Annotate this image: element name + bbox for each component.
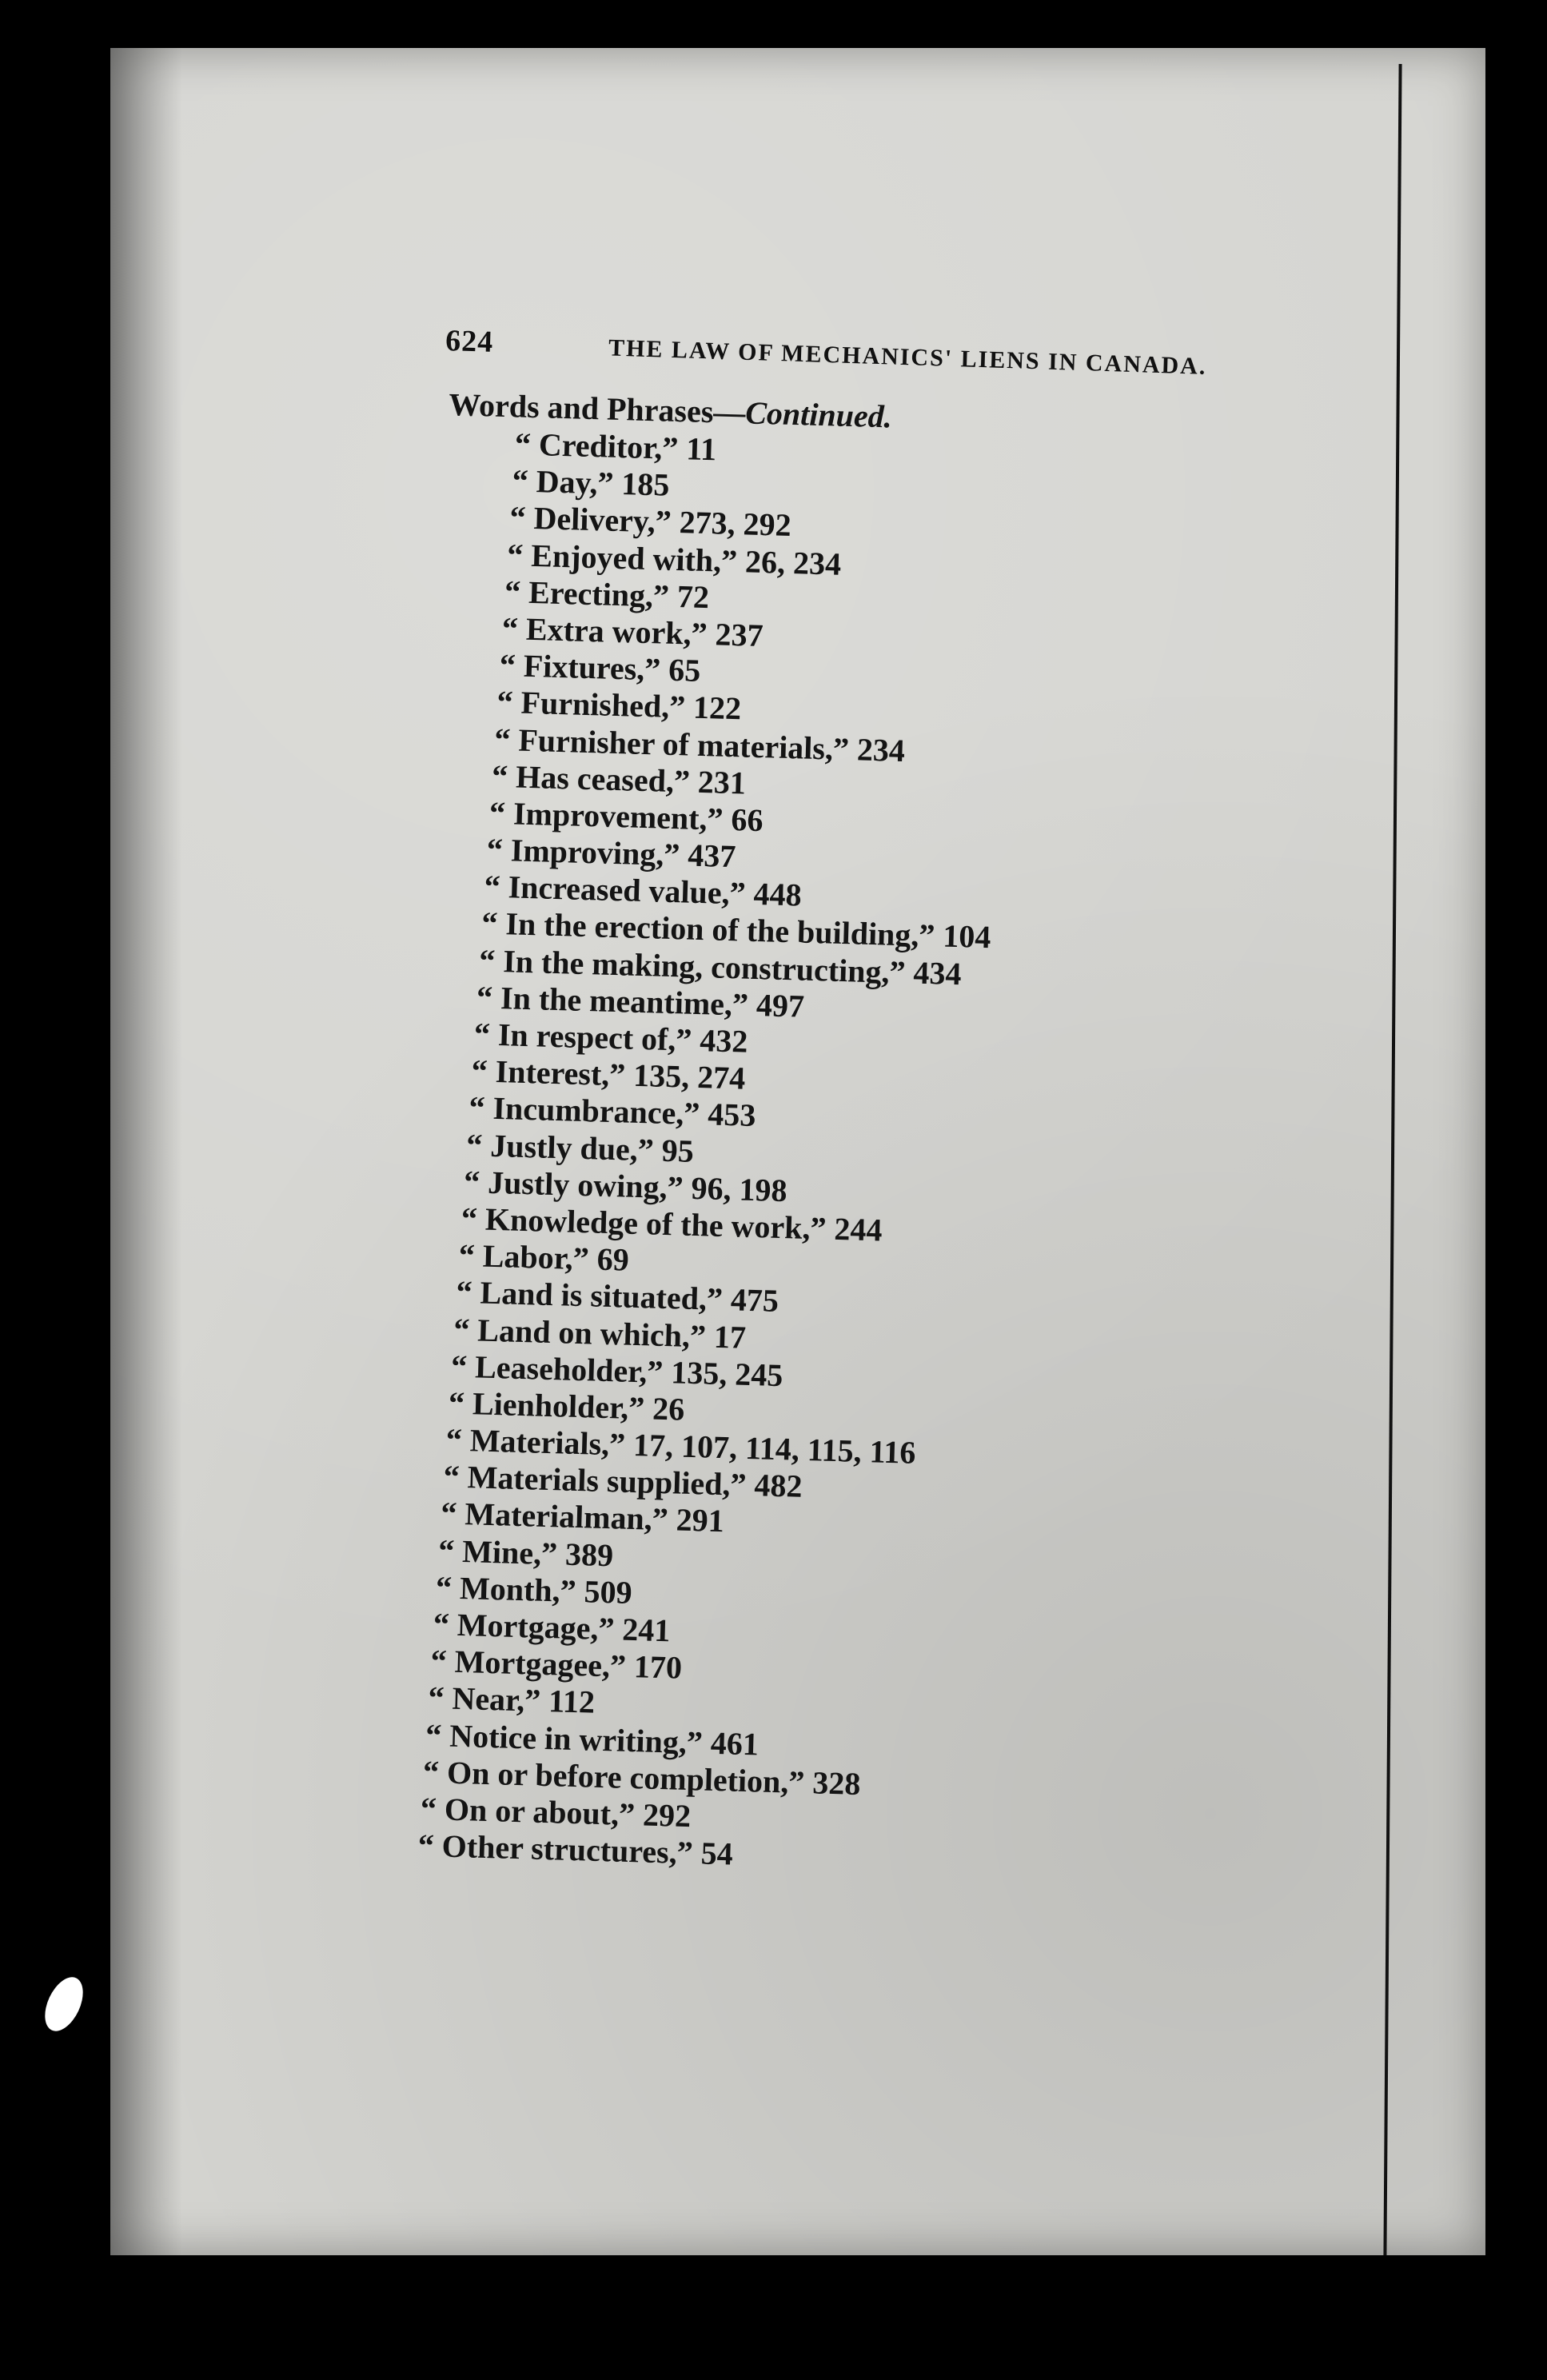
running-title: THE LAW OF MECHANICS' LIENS IN CANADA.: [608, 334, 1207, 380]
index-entry: “ Day,” 185: [512, 462, 671, 503]
index-entry: “ Mortgagee,” 170: [430, 1643, 683, 1686]
index-entry: “ Erecting,” 72: [504, 573, 710, 615]
index-entry: “ Fixtures,” 65: [499, 647, 701, 689]
index-entry: “ Justly owing,” 96, 198: [463, 1163, 788, 1208]
index-entry: “ Land on which,” 17: [453, 1311, 747, 1356]
index-entry: “ Notice in writing,” 461: [425, 1716, 760, 1763]
index-entry: “ Materials supplied,” 482: [443, 1458, 803, 1505]
index-entry: “ Has ceased,” 231: [491, 757, 747, 801]
index-entry: “ Enjoyed with,” 26, 234: [506, 536, 842, 582]
index-entry: “ Furnished,” 122: [496, 684, 742, 727]
index-entry: “ Mortgage,” 241: [433, 1606, 672, 1649]
page-number: 624: [445, 323, 494, 359]
index-entry: “ Labor,” 69: [458, 1236, 630, 1278]
index-entry: “ Knowledge of the work,” 244: [461, 1200, 883, 1248]
section-heading-text: Words and Phrases—: [448, 385, 746, 431]
index-entry: “ Creditor,” 11: [514, 425, 717, 468]
index-entry: “ Interest,” 135, 274: [471, 1052, 746, 1096]
index-entry: “ In the making, constructing,” 434: [478, 941, 963, 992]
index-entry: “ Extra work,” 237: [501, 609, 764, 654]
index-entry: “ In the erection of the building,” 104: [480, 904, 991, 956]
index-block: [408, 385, 1006, 1879]
index-entry: “ Materialman,” 291: [440, 1495, 725, 1539]
index-entry: “ On or before completion,” 328: [422, 1753, 861, 1802]
index-entry: “ In the meantime,” 497: [476, 979, 805, 1024]
index-entry: “ Month,” 509: [435, 1568, 633, 1611]
index-entry: “ Increased value,” 448: [484, 868, 803, 913]
index-entry: “ Improvement,” 66: [488, 794, 764, 839]
index-entry: “ Incumbrance,” 453: [468, 1089, 756, 1134]
index-entry: “ Near,” 112: [427, 1679, 596, 1721]
index-entry: “ Lienholder,” 26: [448, 1384, 685, 1428]
continued-label: Continued.: [744, 394, 893, 435]
index-entry: “ On or about,” 292: [420, 1790, 692, 1835]
index-entry-list: [408, 424, 1004, 1879]
index-entry: “ Other structures,” 54: [417, 1827, 734, 1872]
index-entry: “ Delivery,” 273, 292: [508, 499, 792, 544]
index-entry: “ Leaseholder,” 135, 245: [450, 1348, 783, 1393]
index-entry: “ Improving,” 437: [486, 831, 736, 875]
index-entry: “ Mine,” 389: [437, 1531, 614, 1573]
index-entry: “ In respect of,” 432: [473, 1016, 749, 1060]
scan-blot: [38, 1971, 91, 2037]
index-entry: “ Land is situated,” 475: [456, 1274, 779, 1320]
index-entry: “ Furnisher of materials,” 234: [493, 721, 906, 769]
page-shadow: [110, 48, 182, 2255]
index-entry: “ Justly due,” 95: [465, 1126, 695, 1169]
index-entry: “ Materials,” 17, 107, 114, 115, 116: [445, 1421, 917, 1471]
